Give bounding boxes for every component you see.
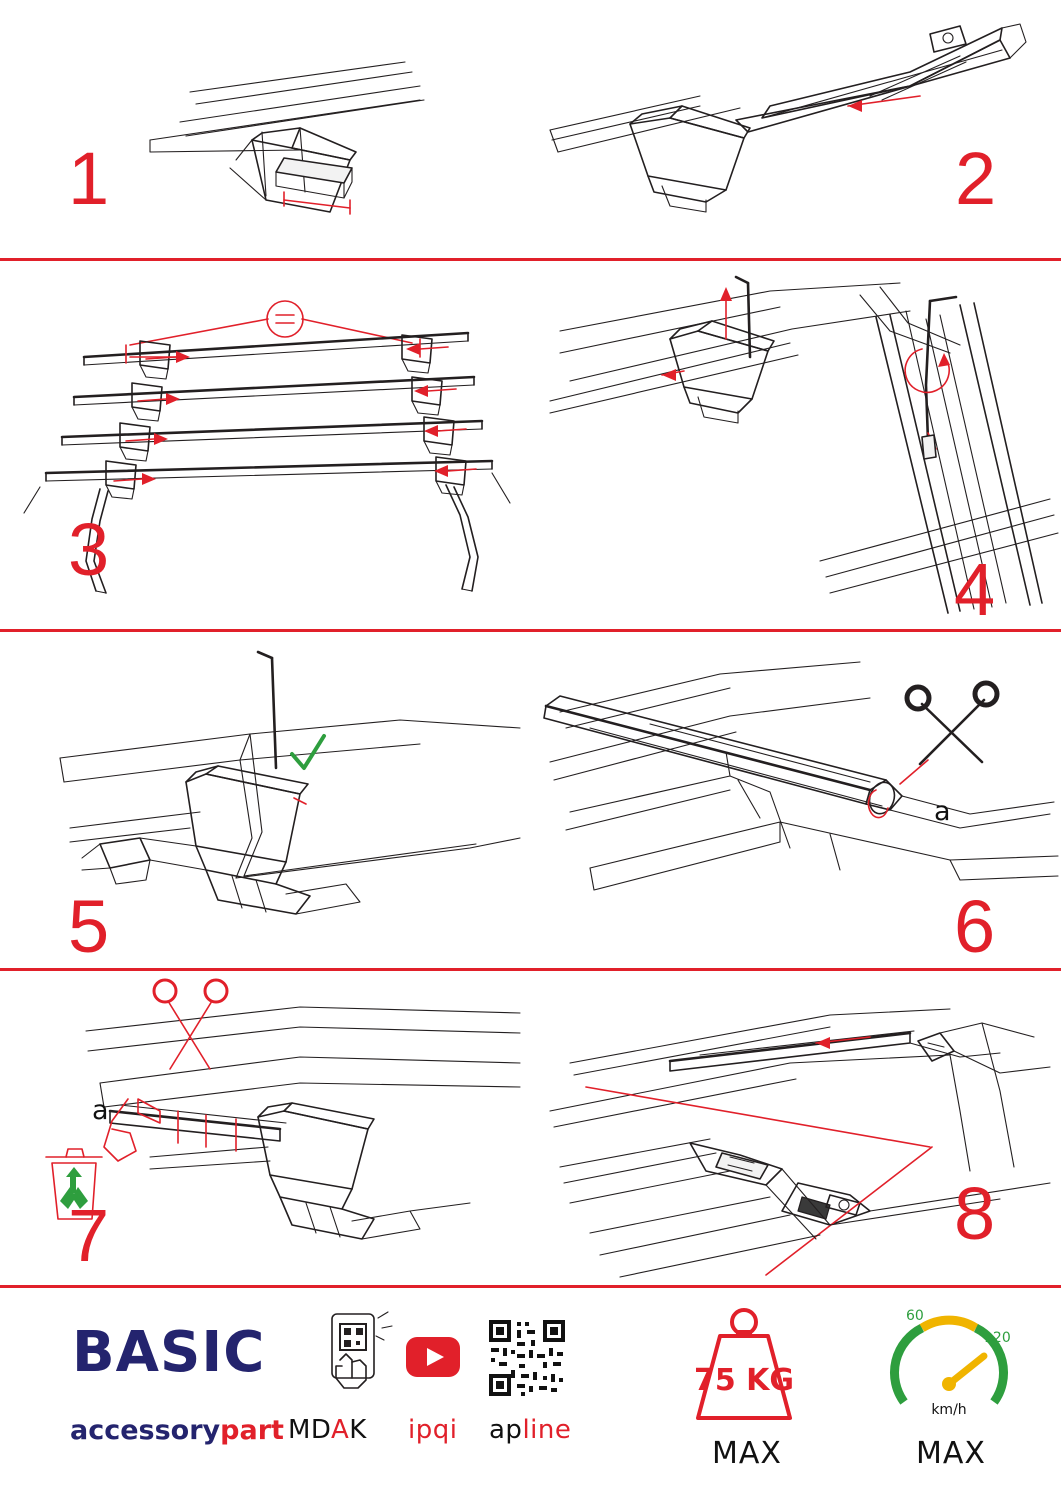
brand-subtitle-red: part bbox=[220, 1415, 284, 1446]
step-7-panel bbox=[0, 971, 530, 1285]
speedometer-icon bbox=[884, 1298, 1014, 1428]
brand-subtitle-dark: accessory bbox=[70, 1415, 221, 1446]
scissors-icon-red bbox=[154, 980, 227, 1069]
step-5-number: 5 bbox=[68, 885, 109, 968]
step-1-number: 1 bbox=[68, 137, 109, 220]
step-3-number: 3 bbox=[68, 508, 109, 591]
callout-a-step6: a bbox=[934, 796, 951, 827]
mdak-pre: MD bbox=[288, 1415, 331, 1445]
qr-scan-hand-icon bbox=[318, 1310, 396, 1402]
scissors-icon bbox=[907, 683, 997, 764]
apline-logo-label bbox=[489, 1416, 571, 1444]
step-1-panel bbox=[0, 0, 530, 258]
weight-max-label: MAX bbox=[712, 1436, 782, 1471]
apline-pre: ap bbox=[489, 1415, 523, 1445]
mdak-accent: A bbox=[331, 1415, 350, 1445]
callout-a-step7: a bbox=[92, 1095, 109, 1126]
step-6-panel bbox=[530, 632, 1061, 968]
step-3-panel bbox=[0, 261, 530, 629]
step-5-panel bbox=[0, 632, 530, 968]
weight-value: 75 KG bbox=[693, 1363, 795, 1398]
mdak-post: K bbox=[349, 1415, 367, 1445]
brand-subtitle bbox=[70, 1416, 284, 1446]
speed-tick-low: 60 bbox=[906, 1308, 924, 1324]
speed-tick-high: 120 bbox=[984, 1330, 1011, 1346]
step-4-panel bbox=[530, 261, 1061, 629]
weight-icon bbox=[684, 1302, 804, 1430]
step-8-number: 8 bbox=[954, 1172, 995, 1255]
footer bbox=[0, 1288, 1061, 1500]
mdak-logo-label bbox=[288, 1416, 367, 1444]
qr-code bbox=[487, 1318, 567, 1398]
youtube-icon[interactable] bbox=[405, 1336, 461, 1378]
ipqi-logo-label: ipqi bbox=[408, 1415, 458, 1445]
step-2-panel bbox=[530, 0, 1061, 258]
step-4-number: 4 bbox=[954, 548, 995, 629]
step-6-number: 6 bbox=[954, 885, 995, 968]
speed-max-label: MAX bbox=[916, 1436, 986, 1471]
step-7-number: 7 bbox=[68, 1194, 109, 1277]
apline-post: line bbox=[522, 1415, 572, 1445]
step-8-panel bbox=[530, 971, 1061, 1285]
step-2-number: 2 bbox=[955, 137, 996, 220]
brand-title: BASIC bbox=[72, 1320, 266, 1385]
speed-unit: km/h bbox=[931, 1402, 967, 1418]
